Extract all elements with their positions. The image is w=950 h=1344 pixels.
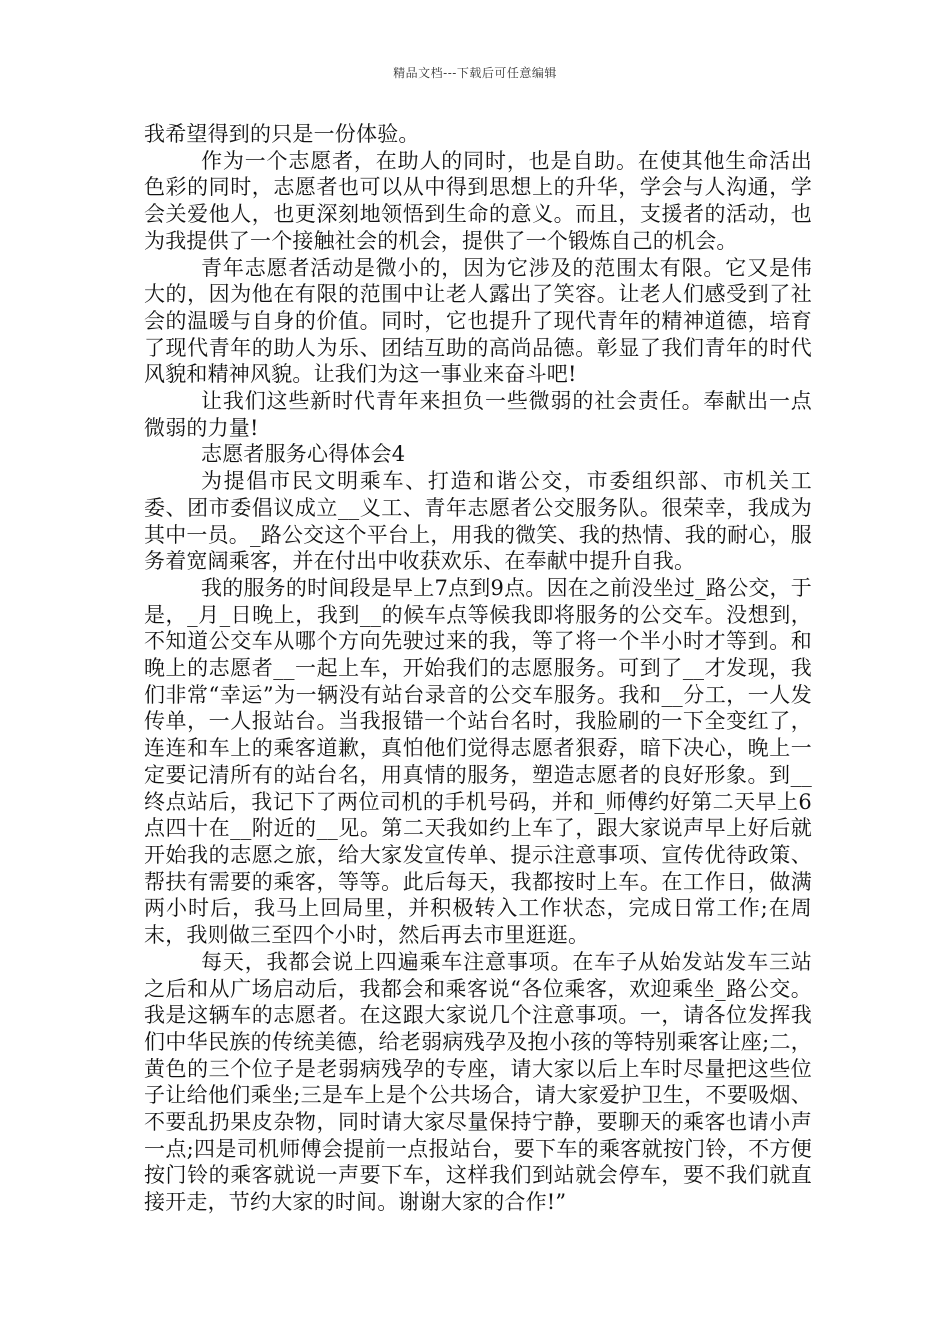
paragraph: 让我们这些新时代青年来担负一些微弱的社会责任。奉献出一点微弱的力量! xyxy=(144,389,812,440)
document-body xyxy=(144,121,812,1216)
section-heading: 志愿者服务心得体会4 xyxy=(201,442,406,467)
paragraph: 我希望得到的只是一份体验。 xyxy=(144,122,420,146)
paragraph: 作为一个志愿者，在助人的同时，也是自助。在使其他生命活出色彩的同时，志愿者也可以从中得到思想上的升华，学会与人沟通，学会关爱他人，也更深刻地领悟到生命的意义。而且，支援者的活动，也为我提供了一个接触社会的机会，提供了一个锻炼自己的机会。 xyxy=(144,148,812,253)
paragraph: 为提倡市民文明乘车、打造和谐公交，市委组织部、市机关工委、团市委倡议成立__义工、青年志愿者公交服务队。很荣幸，我成为其中一员。_路公交这个平台上，用我的微笑、我的热情、我的耐心，服务着宽阔乘客，并在付出中收获欢乐、在奉献中提升自我。 xyxy=(144,469,812,574)
page-header: 精品文档---下载后可任意编辑 xyxy=(393,66,557,80)
paragraph: 青年志愿者活动是微小的，因为它涉及的范围太有限。它又是伟大的，因为他在有限的范围中让老人露出了笑容。让老人们感受到了社会的温暖与自身的价值。同时，它也提升了现代青年的精神道德，培育了现代青年的助人为乐、团结互助的高尚品德。彰显了我们青年的时代风貌和精神风貌。让我们为这一事业来奋斗吧! xyxy=(144,255,812,387)
paragraph: 我的服务的时间段是早上7点到9点。因在之前没坐过_路公交，于是，_月_日晚上，我到__的候车点等候我即将服务的公交车。没想到，不知道公交车从哪个方向先驶过来的我，等了将一个半小时才等到。和晚上的志愿者__一起上车，开始我们的志愿服务。可到了__才发现，我们非常“幸运”为一辆没有站台录音的公交车服务。我和__分工，一人发传单，一人报站台。当我报错一个站台名时，我脸刷的一下全变红了，连连和车上的乘客道歉，真怕他们觉得志愿者狠孬，暗下决心，晚上一定要记清所有的站台名，用真情的服务，塑造志愿者的良好形象。到__终点站后，我记下了两位司机的手机号码，并和_师傅约好第二天早上6点四十在__附近的__见。第二天我如约上车了，跟大家说声早上好后就开始我的志愿之旅，给大家发宣传单、提示注意事项、宣传优待政策、帮扶有需要的乘客，等等。此后每天，我都按时上车。在工作日，做满两小时后，我马上回局里，并积极转入工作状态，完成日常工作;在周末，我则做三至四个小时，然后再去市里逛逛。 xyxy=(144,575,812,948)
paragraph: 每天，我都会说上四遍乘车注意事项。在车子从始发站发车三站之后和从广场启动后，我都会和乘客说“各位乘客，欢迎乘坐_路公交。我是这辆车的志愿者。在这跟大家说几个注意事项。一，请各位发挥我们中华民族的传统美德，给老弱病残孕及抱小孩的等特别乘客让座;二，黄色的三个位子是老弱病残孕的专座，请大家以后上车时尽量把这些位子让给他们乘坐;三是车上是个公共场合，请大家爱护卫生，不要吸烟、不要乱扔果皮杂物，同时请大家尽量保持宁静，要聊天的乘客也请小声一点;四是司机师傅会提前一点报站台，要下车的乘客就按门铃，不方便按门铃的乘客就说一声要下车，这样我们到站就会停车，要不我们就直接开走，节约大家的时间。谢谢大家的合作!” xyxy=(144,949,812,1215)
